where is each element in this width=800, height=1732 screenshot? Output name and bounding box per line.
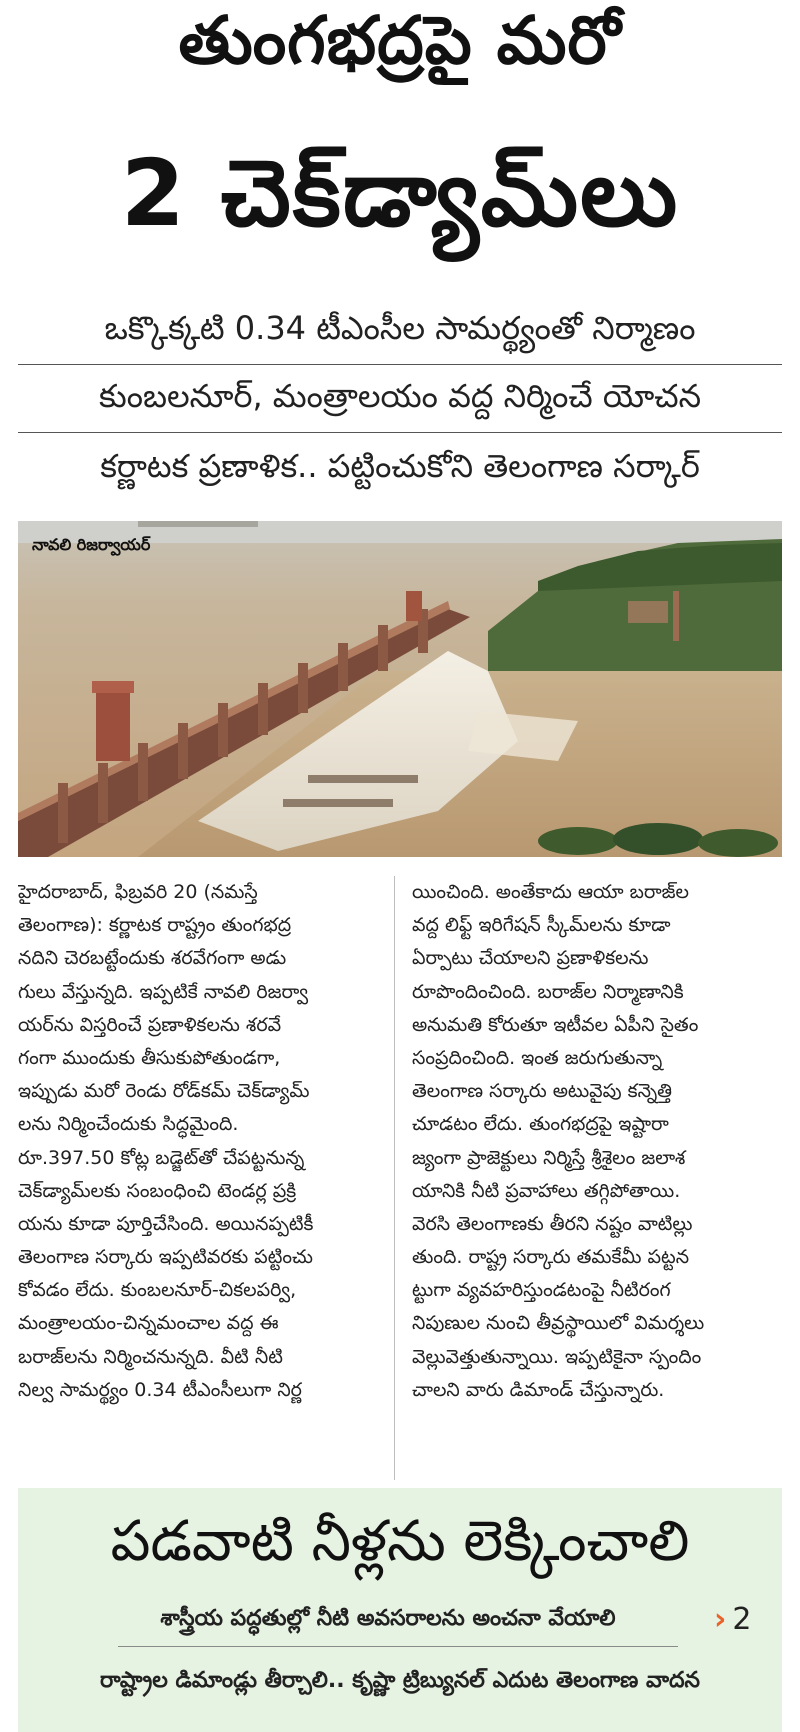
deck-line-1: ఒక్కొక్కటి 0.34 టీఎంసీల సామర్థ్యంతో నిర్మాణం <box>104 309 696 347</box>
article-line: యానికి నీటి ప్రవాహాలు తగ్గిపోతాయి. <box>412 1179 681 1202</box>
article-line: ట్టుగా వ్యవహరిస్తుండటంపై నీటిరంగ <box>412 1279 671 1302</box>
article-line: నిపుణుల నుంచి తీవ్రస్థాయిలో విమర్శలు <box>412 1312 705 1335</box>
article-line: నదిని చెరబట్టేందుకు శరవేగంగా అడు <box>18 947 287 970</box>
article-line: తెలంగాణ): కర్ణాటక రాష్ట్రం తుంగభద్ర <box>18 914 292 937</box>
dam-photo-illustration <box>18 521 782 857</box>
article-line: యను కూడా పూర్తిచేసింది. అయినప్పటికీ <box>18 1212 314 1235</box>
article-column-left <box>18 876 373 1407</box>
article-line: యర్‌ను విస్తరించే ప్రణాళికలను శరవే <box>18 1013 282 1036</box>
related-story-subhead-2: రాష్ట్రాల డిమాండ్లు తీర్చాలి.. కృష్ణా ట్రిబ్యునల్ ఎదుట తెలంగాణ వాదన <box>99 1668 700 1693</box>
deck-divider <box>18 432 782 433</box>
panel-divider <box>118 1646 678 1647</box>
related-story-panel[interactable] <box>18 1488 782 1732</box>
photo-caption: నావలి రిజర్వాయర్ <box>32 535 151 554</box>
article-line: బరాజ్‌లను నిర్మించనున్నది. వీటి నీటి <box>18 1345 283 1368</box>
article-line: చూడటం లేదు. తుంగభద్రపై ఇష్టారా <box>412 1113 669 1136</box>
article-line: గంగా ముందుకు తీసుకుపోతుండగా, <box>18 1046 281 1069</box>
article-line: తుంది. రాష్ట్ర సర్కారు తమకేమీ పట్టన <box>412 1246 690 1269</box>
chevron-right-icon: › <box>714 1602 727 1637</box>
article-line: లను నిర్మించేందుకు సిద్ధమైంది. <box>18 1113 239 1136</box>
article-line: హైదరాబాద్, ఫిబ్రవరి 20 (నమస్తే <box>18 881 258 903</box>
article-line: చాలని వారు డిమాండ్ చేస్తున్నారు. <box>412 1378 665 1401</box>
article-line: చెక్‌డ్యామ్‌లకు సంబంధించి టెండర్ల ప్రక్రి <box>18 1179 297 1202</box>
article-line: సంప్రదించింది. ఇంత జరుగుతున్నా <box>412 1046 663 1069</box>
article-line: రూపొందించింది. బరాజ్‌ల నిర్మాణానికి <box>412 980 684 1003</box>
article-line: గులు వేస్తున్నది. ఇప్పటికే నావలి రిజర్వా <box>18 980 309 1003</box>
article-line: వెల్లువెత్తుతున్నాయి. ఇప్పటికైనా స్పందిం <box>412 1345 702 1368</box>
article-line: మంత్రాలయం-చిన్నమంచాల వద్ద ఈ <box>18 1312 279 1335</box>
column-divider <box>394 876 395 1480</box>
article-line: తెలంగాణ సర్కారు అటువైపు కన్నెత్తి <box>412 1080 673 1103</box>
article-line: తెలంగాణ సర్కారు ఇప్పటివరకు పట్టించు <box>18 1246 314 1269</box>
dam-photo <box>18 521 782 857</box>
article-line: ఇప్పుడు మరో రెండు రోడ్‌కమ్ చెక్‌డ్యామ్ <box>18 1080 310 1103</box>
headline-line-2: 2 చెక్‌డ్యామ్‌లు <box>120 140 680 247</box>
article-line: జ్యంగా ప్రాజెక్టులు నిర్మిస్తే శ్రీశైలం జలాశ <box>412 1146 686 1169</box>
article-line: అనుమతి కోరుతూ ఇటీవల ఏపీని సైతం <box>412 1013 699 1036</box>
deck-line-2: కుంబలనూర్, మంత్రాలయం వద్ద నిర్మించే యోచన <box>98 377 702 415</box>
page-reference[interactable] <box>714 1602 751 1637</box>
article-column-right <box>412 876 767 1407</box>
related-story-headline[interactable]: పడవాటి నీళ్లను లెక్కించాలి <box>110 1509 690 1574</box>
article-line: వద్ద లిఫ్ట్ ఇరిగేషన్ స్కీమ్‌లను కూడా <box>412 914 671 937</box>
article-line: నిల్వ సామర్థ్యం 0.34 టీఎంసీలుగా నిర్ణ <box>18 1378 302 1401</box>
article-line: యించింది. అంతేకాదు ఆయా బరాజ్‌ల <box>412 881 690 903</box>
related-story-subhead: శాస్త్రీయ పద్ధతుల్లో నీటి అవసరాలను అంచనా వేయాలి <box>160 1606 616 1631</box>
page-reference-number: 2 <box>732 1602 752 1637</box>
article-line: ఏర్పాటు చేయాలని ప్రణాళికలను <box>412 947 649 970</box>
deck-line-3: కర్ణాటక ప్రణాళిక.. పట్టించుకోని తెలంగాణ సర్కార్ <box>100 447 700 485</box>
article-line: కోవడం లేదు. కుంబలనూర్-చికలపర్వి, <box>18 1279 297 1302</box>
headline-line-1: తుంగభద్రపై మరో <box>178 2 622 79</box>
article-line: వెరసి తెలంగాణకు తీరని నష్టం వాటిల్లు <box>412 1212 693 1235</box>
deck-divider <box>18 364 782 365</box>
article-line: రూ.397.50 కోట్ల బడ్జెట్‌తో చేపట్టనున్న <box>18 1146 305 1169</box>
